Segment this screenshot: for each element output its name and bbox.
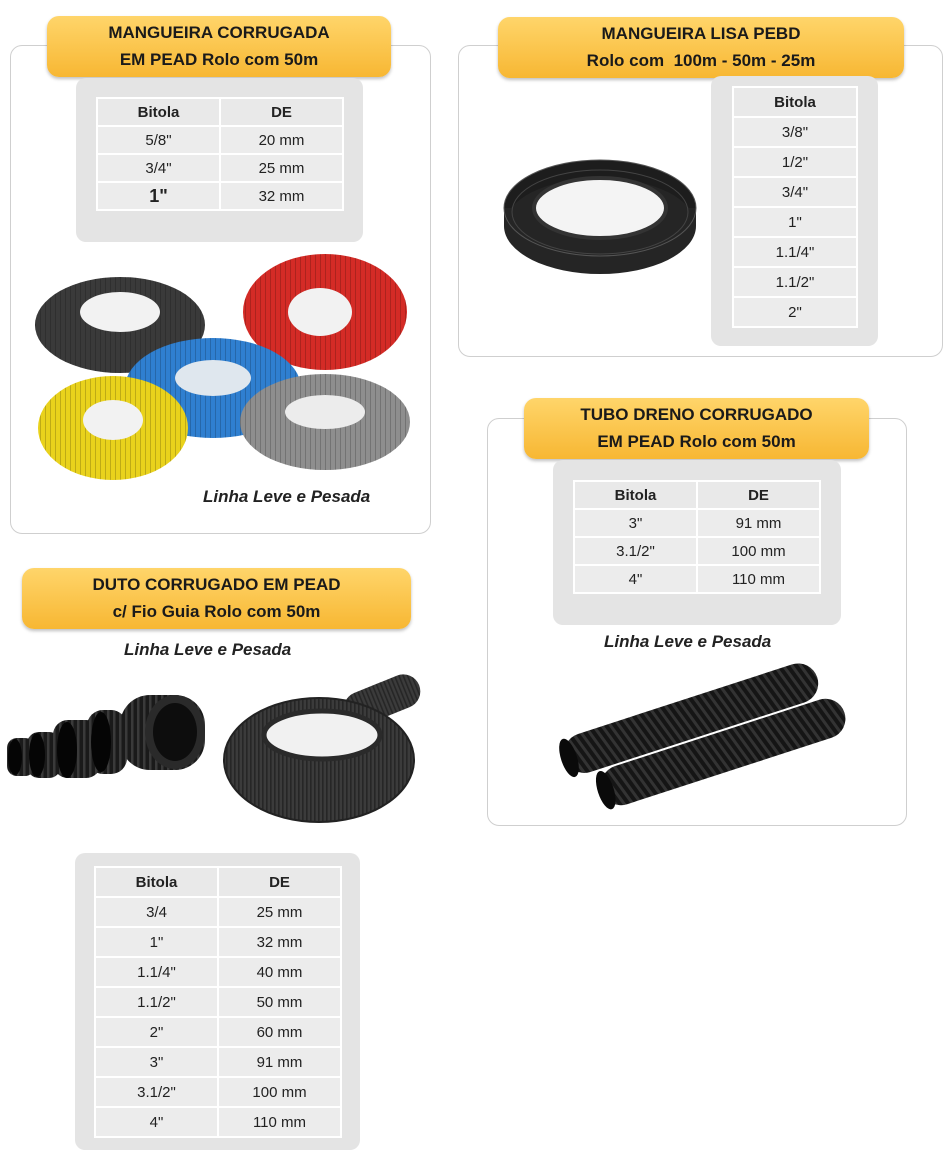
- column-header: Bitola: [97, 98, 220, 126]
- table-cell: 1/2": [733, 147, 857, 177]
- duct-coil-image: [222, 675, 432, 830]
- duto-corrugado-banner: [22, 568, 411, 629]
- table-cell: 60 mm: [218, 1017, 341, 1047]
- tubo-dreno-title-line2: EM PEAD Rolo com 50m: [597, 432, 796, 451]
- table-cell: 1.1/4": [733, 237, 857, 267]
- mangueira-corrugada-caption: Linha Leve e Pesada: [203, 487, 371, 506]
- table-row: [733, 117, 857, 147]
- table-row: [574, 565, 820, 593]
- table-cell: 25 mm: [218, 897, 341, 927]
- table-header-row: [97, 98, 343, 126]
- duto-corrugado-table: [94, 866, 342, 1138]
- table-cell: 1": [95, 927, 218, 957]
- colored-coils-image: [35, 250, 410, 490]
- column-header: Bitola: [733, 87, 857, 117]
- mangueira-corrugada-table: [96, 97, 344, 211]
- table-row: [95, 927, 341, 957]
- table-cell: 4": [574, 565, 697, 593]
- table-cell: 1.1/2": [95, 987, 218, 1017]
- table-cell: 3/4": [733, 177, 857, 207]
- table-cell: 100 mm: [697, 537, 820, 565]
- column-header: Bitola: [574, 481, 697, 509]
- duto-corrugado-caption: Linha Leve e Pesada: [124, 640, 292, 659]
- mangueira-corrugada-title-line2: EM PEAD Rolo com 50m: [119, 50, 319, 69]
- tubo-dreno-title-line1: TUBO DRENO CORRUGADO: [580, 405, 813, 424]
- table-cell: 1": [97, 182, 220, 210]
- smooth-hose-coil-image: [500, 148, 700, 288]
- table-cell: 2": [733, 297, 857, 327]
- table-row: [97, 182, 343, 210]
- table-cell: 3.1/2": [95, 1077, 218, 1107]
- table-row: [733, 237, 857, 267]
- table-row: [574, 537, 820, 565]
- mangueira-lisa-title-line2: Rolo com 100m - 50m - 25m: [586, 51, 816, 70]
- column-header: DE: [697, 481, 820, 509]
- table-cell: 32 mm: [220, 182, 343, 210]
- table-cell: 2": [95, 1017, 218, 1047]
- table-row: [95, 1017, 341, 1047]
- table-cell: 40 mm: [218, 957, 341, 987]
- table-cell: 32 mm: [218, 927, 341, 957]
- table-row: [733, 267, 857, 297]
- table-header-row: [95, 867, 341, 897]
- mangueira-lisa-banner: [498, 17, 904, 78]
- table-header-row: [733, 87, 857, 117]
- grey-coil: [240, 374, 410, 470]
- table-cell: 91 mm: [218, 1047, 341, 1077]
- mangueira-lisa-title-line1: MANGUEIRA LISA PEBD: [601, 24, 801, 43]
- table-header-row: [574, 481, 820, 509]
- table-row: [733, 177, 857, 207]
- table-cell: 20 mm: [220, 126, 343, 154]
- table-cell: 110 mm: [697, 565, 820, 593]
- column-header: Bitola: [95, 867, 218, 897]
- table-cell: 5/8": [97, 126, 220, 154]
- mangueira-corrugada-banner: [47, 16, 391, 77]
- drain-tubes-image: [555, 668, 840, 808]
- table-cell: 3/4: [95, 897, 218, 927]
- table-row: [95, 987, 341, 1017]
- tubo-dreno-table: [573, 480, 821, 594]
- duto-corrugado-title-line1: DUTO CORRUGADO EM PEAD: [92, 575, 341, 594]
- table-row: [733, 207, 857, 237]
- duto-corrugado-title-line2: c/ Fio Guia Rolo com 50m: [112, 602, 321, 621]
- table-cell: 1.1/4": [95, 957, 218, 987]
- table-cell: 3/4": [97, 154, 220, 182]
- table-row: [574, 509, 820, 537]
- table-cell: 3": [574, 509, 697, 537]
- table-row: [97, 126, 343, 154]
- table-row: [95, 1047, 341, 1077]
- column-header: DE: [218, 867, 341, 897]
- table-cell: 3": [95, 1047, 218, 1077]
- table-cell: 1": [733, 207, 857, 237]
- table-cell: 4": [95, 1107, 218, 1137]
- tubo-dreno-caption: Linha Leve e Pesada: [604, 632, 772, 651]
- table-cell: 1.1/2": [733, 267, 857, 297]
- duct-pipes-image: [5, 680, 210, 790]
- table-cell: 3.1/2": [574, 537, 697, 565]
- table-row: [733, 147, 857, 177]
- tubo-dreno-banner: [524, 398, 869, 459]
- table-row: [95, 897, 341, 927]
- table-row: [95, 957, 341, 987]
- table-cell: 25 mm: [220, 154, 343, 182]
- table-row: [733, 297, 857, 327]
- table-cell: 91 mm: [697, 509, 820, 537]
- mangueira-corrugada-title-line1: MANGUEIRA CORRUGADA: [108, 23, 330, 42]
- table-row: [95, 1077, 341, 1107]
- table-cell: 3/8": [733, 117, 857, 147]
- table-row: [97, 154, 343, 182]
- table-cell: 50 mm: [218, 987, 341, 1017]
- table-row: [95, 1107, 341, 1137]
- mangueira-lisa-table: [732, 86, 858, 328]
- column-header: DE: [220, 98, 343, 126]
- table-cell: 110 mm: [218, 1107, 341, 1137]
- table-cell: 100 mm: [218, 1077, 341, 1107]
- yellow-coil: [38, 376, 188, 480]
